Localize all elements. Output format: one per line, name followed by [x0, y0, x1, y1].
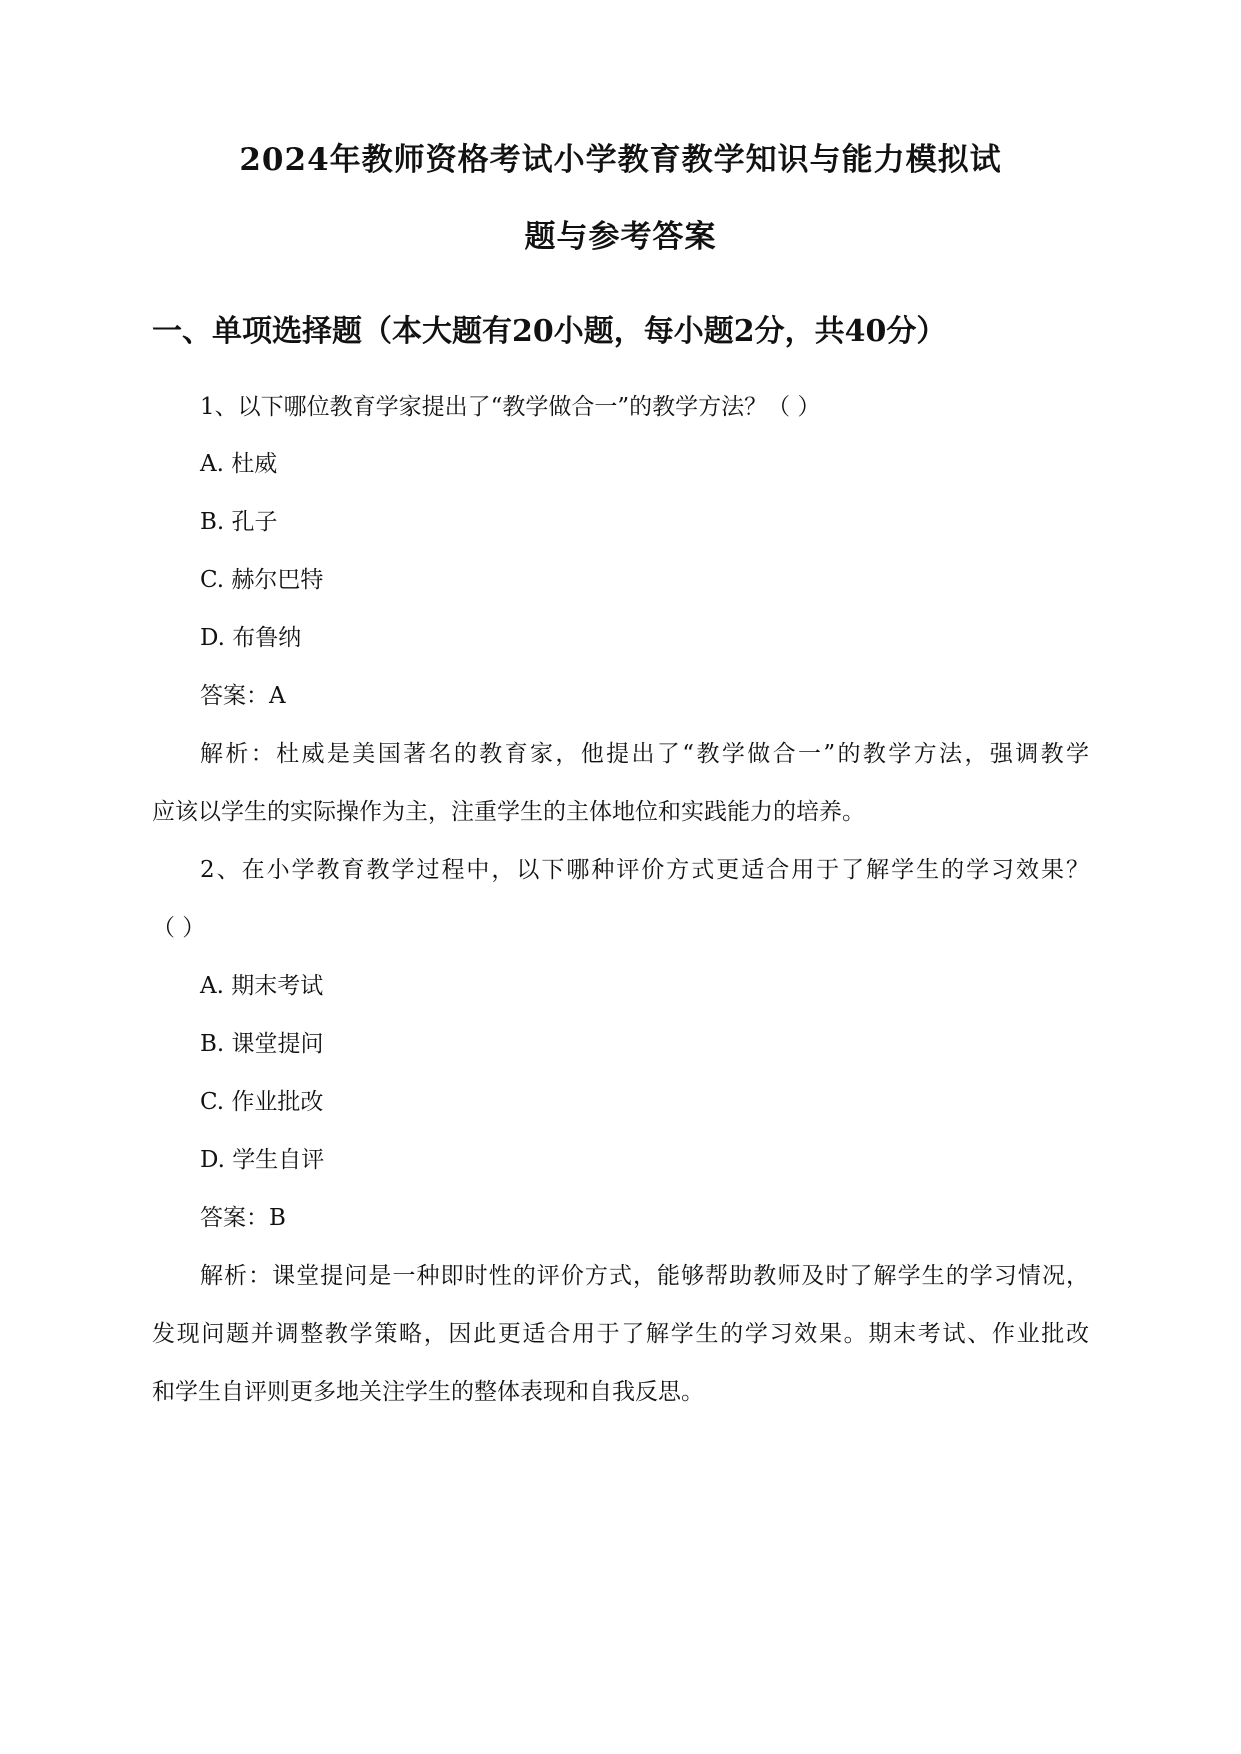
question-2-stem-line-1: 2、在小学教育教学过程中，以下哪种评价方式更适合用于了解学生的学习效果？	[200, 857, 1089, 883]
question-2-analysis-line-3: 和学生自评则更多地关注学生的整体表现和自我反思。	[152, 1379, 704, 1405]
document-title-line-1: 2024年教师资格考试小学教育教学知识与能力模拟试	[239, 142, 1002, 178]
question-1-analysis-line-2: 应该以学生的实际操作为主，注重学生的主体地位和实践能力的培养。	[152, 799, 865, 825]
document-title-line-2: 题与参考答案	[524, 219, 717, 255]
question-2-option-d: D. 学生自评	[200, 1147, 325, 1173]
question-1-analysis-line-1: 解析：杜威是美国著名的教育家，他提出了“教学做合一”的教学方法，强调教学	[200, 741, 1089, 767]
question-1-option-d: D. 布鲁纳	[200, 625, 302, 651]
question-1-answer: 答案：A	[200, 683, 286, 709]
question-2-option-a: A. 期末考试	[200, 973, 324, 999]
question-1-option-c: C. 赫尔巴特	[200, 567, 324, 593]
question-2-option-b: B. 课堂提问	[200, 1031, 324, 1057]
question-2-analysis-line-2: 发现问题并调整教学策略，因此更适合用于了解学生的学习效果。期末考试、作业批改	[152, 1321, 1089, 1347]
question-2-analysis-line-1: 解析：课堂提问是一种即时性的评价方式，能够帮助教师及时了解学生的学习情况，	[200, 1263, 1089, 1289]
question-2-option-c: C. 作业批改	[200, 1089, 324, 1115]
section-heading: 一、单项选择题（本大题有20小题，每小题2分，共40分）	[152, 314, 947, 349]
question-1-option-b: B. 孔子	[200, 509, 278, 535]
question-2-answer: 答案：B	[200, 1205, 286, 1231]
question-1-option-a: A. 杜威	[200, 451, 278, 477]
question-1-stem: 1、以下哪位教育学家提出了“教学做合一”的教学方法？（ ）	[200, 394, 821, 420]
question-2-stem-line-2: （ ）	[152, 915, 206, 941]
